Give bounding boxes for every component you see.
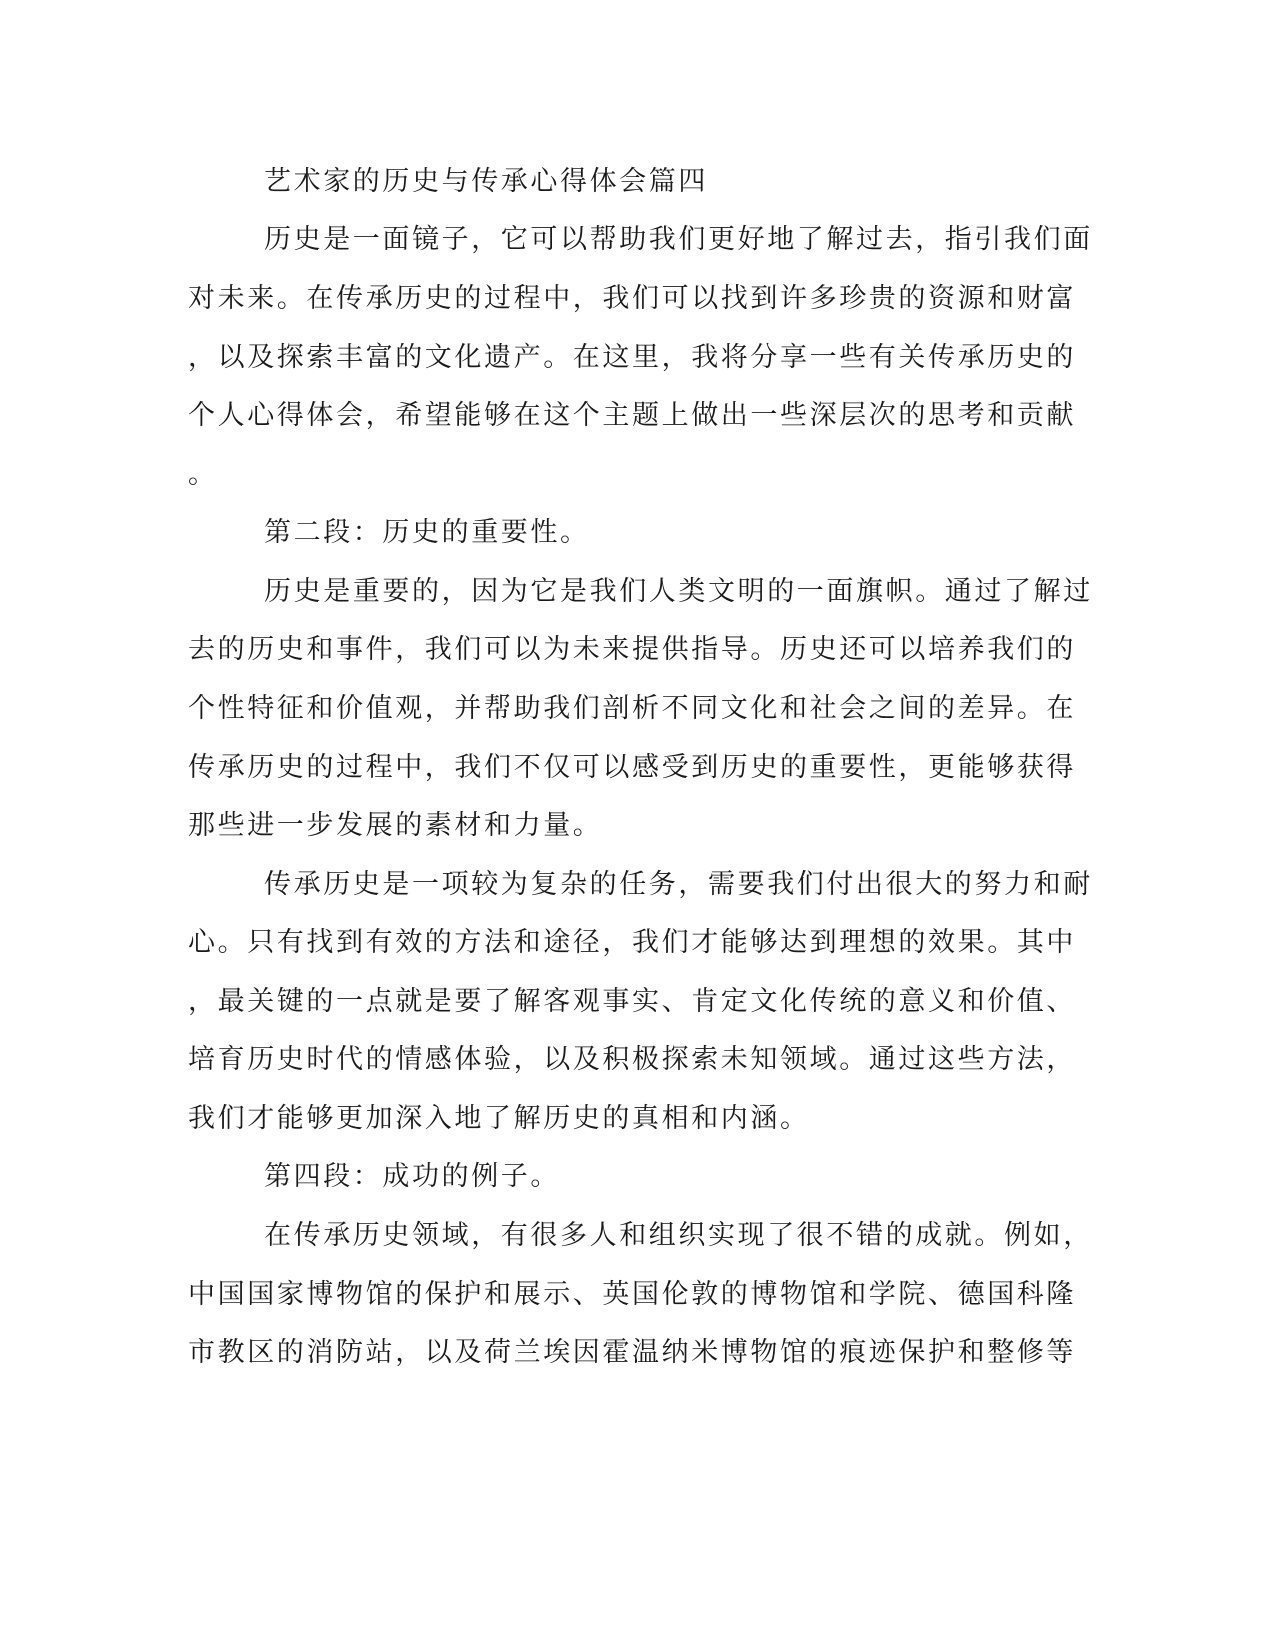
section-heading-4: 第四段：成功的例子。: [264, 1161, 560, 1192]
paragraph-2-line-2: 去的历史和事件，我们可以为未来提供指导。历史还可以培养我们的: [188, 634, 1076, 665]
paragraph-2-line-3: 个性特征和价值观，并帮助我们剖析不同文化和社会之间的差异。在: [188, 693, 1076, 724]
paragraph-1-line-4: 个人心得体会，希望能够在这个主题上做出一些深层次的思考和贡献: [188, 400, 1076, 431]
paragraph-1-line-3: ，以及探索丰富的文化遗产。在这里，我将分享一些有关传承历史的: [188, 342, 1076, 373]
section-heading-2: 第二段：历史的重要性。: [264, 517, 590, 548]
paragraph-2-line-4: 传承历史的过程中，我们不仅可以感受到历史的重要性，更能够获得: [188, 752, 1076, 783]
paragraph-3-line-3: ，最关键的一点就是要了解客观事实、肯定文化传统的意义和价值、: [188, 986, 1076, 1017]
paragraph-2-line-5: 那些进一步发展的素材和力量。: [188, 810, 603, 841]
paragraph-1-line-1: 历史是一面镜子，它可以帮助我们更好地了解过去，指引我们面: [264, 224, 1093, 255]
paragraph-4-line-3: 市教区的消防站，以及荷兰埃因霍温纳米博物馆的痕迹保护和整修等: [188, 1337, 1076, 1368]
paragraph-1-line-5: 。: [188, 459, 218, 490]
paragraph-2-line-1: 历史是重要的，因为它是我们人类文明的一面旗帜。通过了解过: [264, 576, 1093, 607]
paragraph-3-line-4: 培育历史时代的情感体验，以及积极探索未知领域。通过这些方法，: [188, 1044, 1076, 1075]
paragraph-4-line-1: 在传承历史领域，有很多人和组织实现了很不错的成就。例如，: [264, 1220, 1093, 1251]
document-title: 艺术家的历史与传承心得体会篇四: [264, 166, 708, 197]
paragraph-4-line-2: 中国国家博物馆的保护和展示、英国伦敦的博物馆和学院、德国科隆: [188, 1279, 1076, 1310]
paragraph-1-line-2: 对未来。在传承历史的过程中，我们可以找到许多珍贵的资源和财富: [188, 283, 1076, 314]
paragraph-3-line-2: 心。只有找到有效的方法和途径，我们才能够达到理想的效果。其中: [188, 927, 1076, 958]
paragraph-3-line-5: 我们才能够更加深入地了解历史的真相和内涵。: [188, 1103, 810, 1134]
paragraph-3-line-1: 传承历史是一项较为复杂的任务，需要我们付出很大的努力和耐: [264, 869, 1093, 900]
